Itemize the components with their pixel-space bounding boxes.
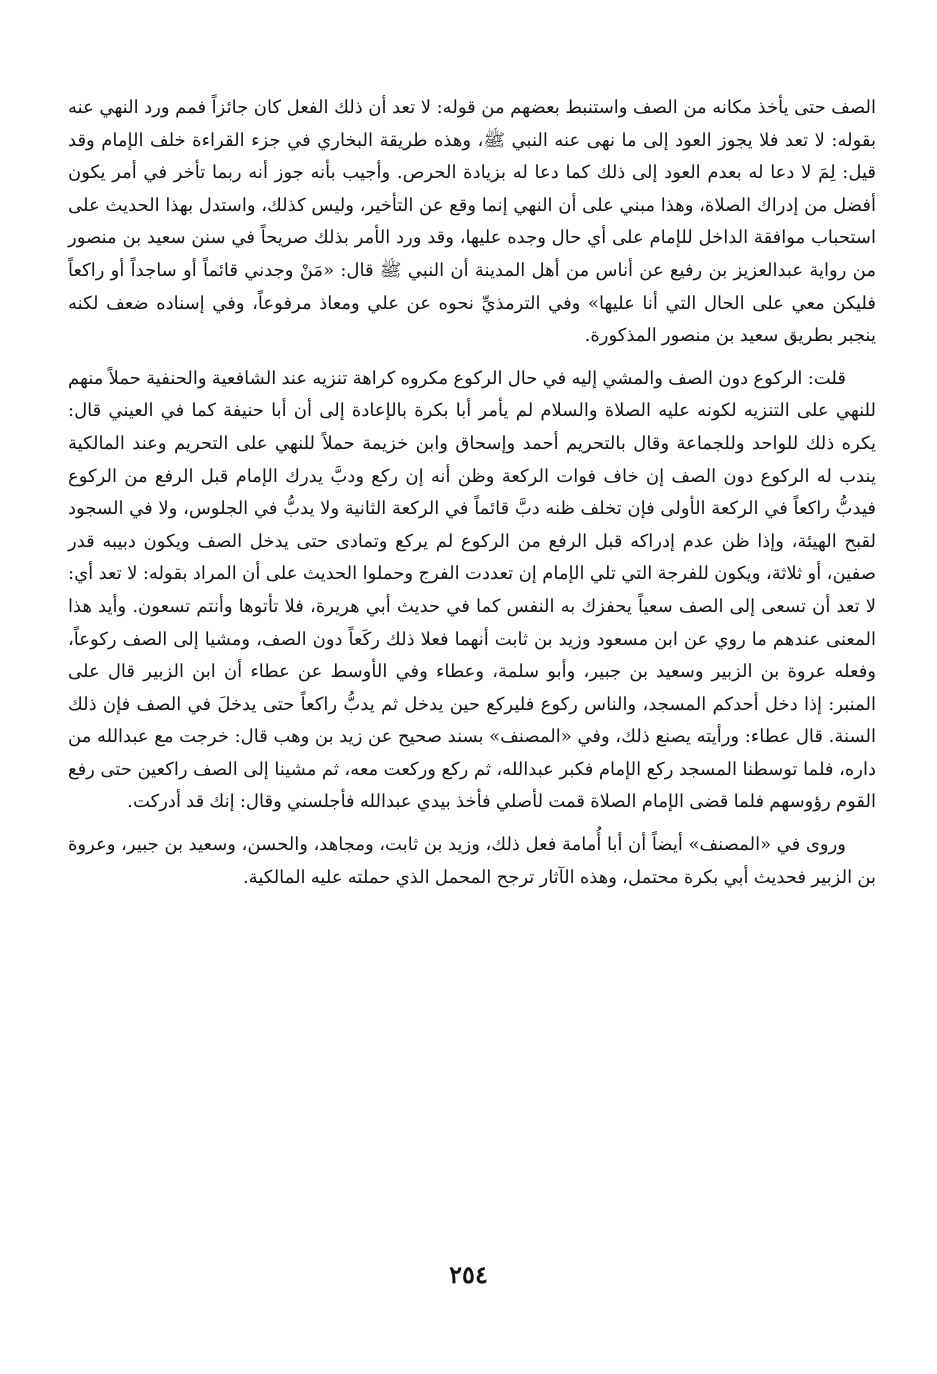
- paragraph-3: وروى في «المصنف» أيضاً أن أبا أُمامة فعل ذلك، وزيد بن ثابت، ومجاهد، والحسن، وسعيد بن جبير، وعروة بن الزبير فحديث أبي بكرة محتمل، وهذه الآثار ترجح المحمل الذي حملته عليه المالكية.: [68, 834, 876, 888]
- page-number: ٢٥٤: [449, 1260, 488, 1289]
- paragraph-1: الصف حتى يأخذ مكانه من الصف واستنبط بعضهم من قوله: لا تعد أن ذلك الفعل كان جائزاً فمم ورد النهي عنه بقوله: لا تعد فلا يجوز العود إلى ما نهى عنه النبي ﷺ، وهذه طريقة البخاري في جزء القراءة خلف الإمام وقد قيل: لِمَ لا دعا له بعدم العود إلى ذلك كما دعا له بزيادة الحرص. وأجيب بأنه جوز أنه ربما تأخر في أمر يكون أفضل من إدراك الصلاة، وهذا مبني على أن النهي إنما وقع عن التأخير، وليس كذلك، واستدل بهذا الحديث على استحباب موافقة الداخل للإمام على أي حال وجده عليها، وقد ورد الأمر بذلك صريحاً في سنن سعيد بن منصور من رواية عبدالعزيز بن رفيع عن أناس من أهل المدينة أن النبي ﷺ قال: «مَنْ وجدني قائماً أو ساجداً أو راكعاً فليكن معي على الحال التي أنا عليها» وفي الترمذيِّ نحوه عن علي ومعاذ مرفوعاً، وفي إسناده ضعف لكنه ينجبر بطريق سعيد بن منصور المذكورة.: [68, 97, 876, 347]
- paragraph-2: قلت: الركوع دون الصف والمشي إليه في حال الركوع مكروه كراهة تنزيه عند الشافعية والحنفية حملاً منهم للنهي على التنزيه لكونه عليه الصلاة والسلام لم يأمر أبا بكرة بالإعادة إلى أن أبا حنيفة كما في العيني قال: يكره ذلك للواحد وللجماعة وقال بالتحريم أحمد وإسحاق وابن خزيمة حملاً للنهي على التحريم وعند المالكية يندب له الركوع دون الصف إن خاف فوات الركعة وظن أنه إن ركع ودبَّ يدرك الإمام قبل الرفع من الركوع فيدبُّ راكعاً في الركعة الأولى فإن تخلف ظنه دبَّ قائماً في الركعة الثانية ولا يدبُّ في الجلوس، ولا في السجود لقبح الهيئة، وإذا ظن عدم إدراكه قبل الرفع من الركوع لم يركع وتمادى حتى يدخل الصف ويكون دبيبه قدر صفين، أو ثلاثة، ويكون للفرجة التي تلي الإمام إن تعددت الفرج وحملوا الحديث على أن المراد بقوله: لا تعد أي: لا تعد أن تسعى إلى الصف سعياً يحفزك به النفس كما في حديث أبي هريرة، فلا تأتوها وأنتم تسعون. وأيد هذا المعنى عندهم ما روي عن ابن مسعود وزيد بن ثابت أنهما فعلا ذلك ركَعاً دون الصف، ومشيا إلى الصف ركوعاً، وفعله عروة بن الزبير وسعيد بن جبير، وأبو سلمة، وعطاء وفي الأوسط عن عطاء أن ابن الزبير قال على المنبر: إذا دخل أحدكم المسجد، والناس ركوع فليركع حين يدخل ثم يدبُّ راكعاً حتى يدخلَ في الصف فإن ذلك السنة. قال عطاء: ورأيته يصنع ذلك، وفي «المصنف» بسند صحيح عن زيد بن وهب قال: خرجت مع عبدالله من داره، فلما توسطنا المسجد ركع الإمام فكبر عبدالله، ثم ركع وركعت معه، ثم مشينا إلى الصف راكعين حتى رفع القوم رؤوسهم فلما قضى الإمام الصلاة قمت لأصلي فأخذ بيدي عبدالله فأجلسني وقال: إنك قد أدركت.: [68, 367, 877, 813]
- page-body: [68, 92, 876, 894]
